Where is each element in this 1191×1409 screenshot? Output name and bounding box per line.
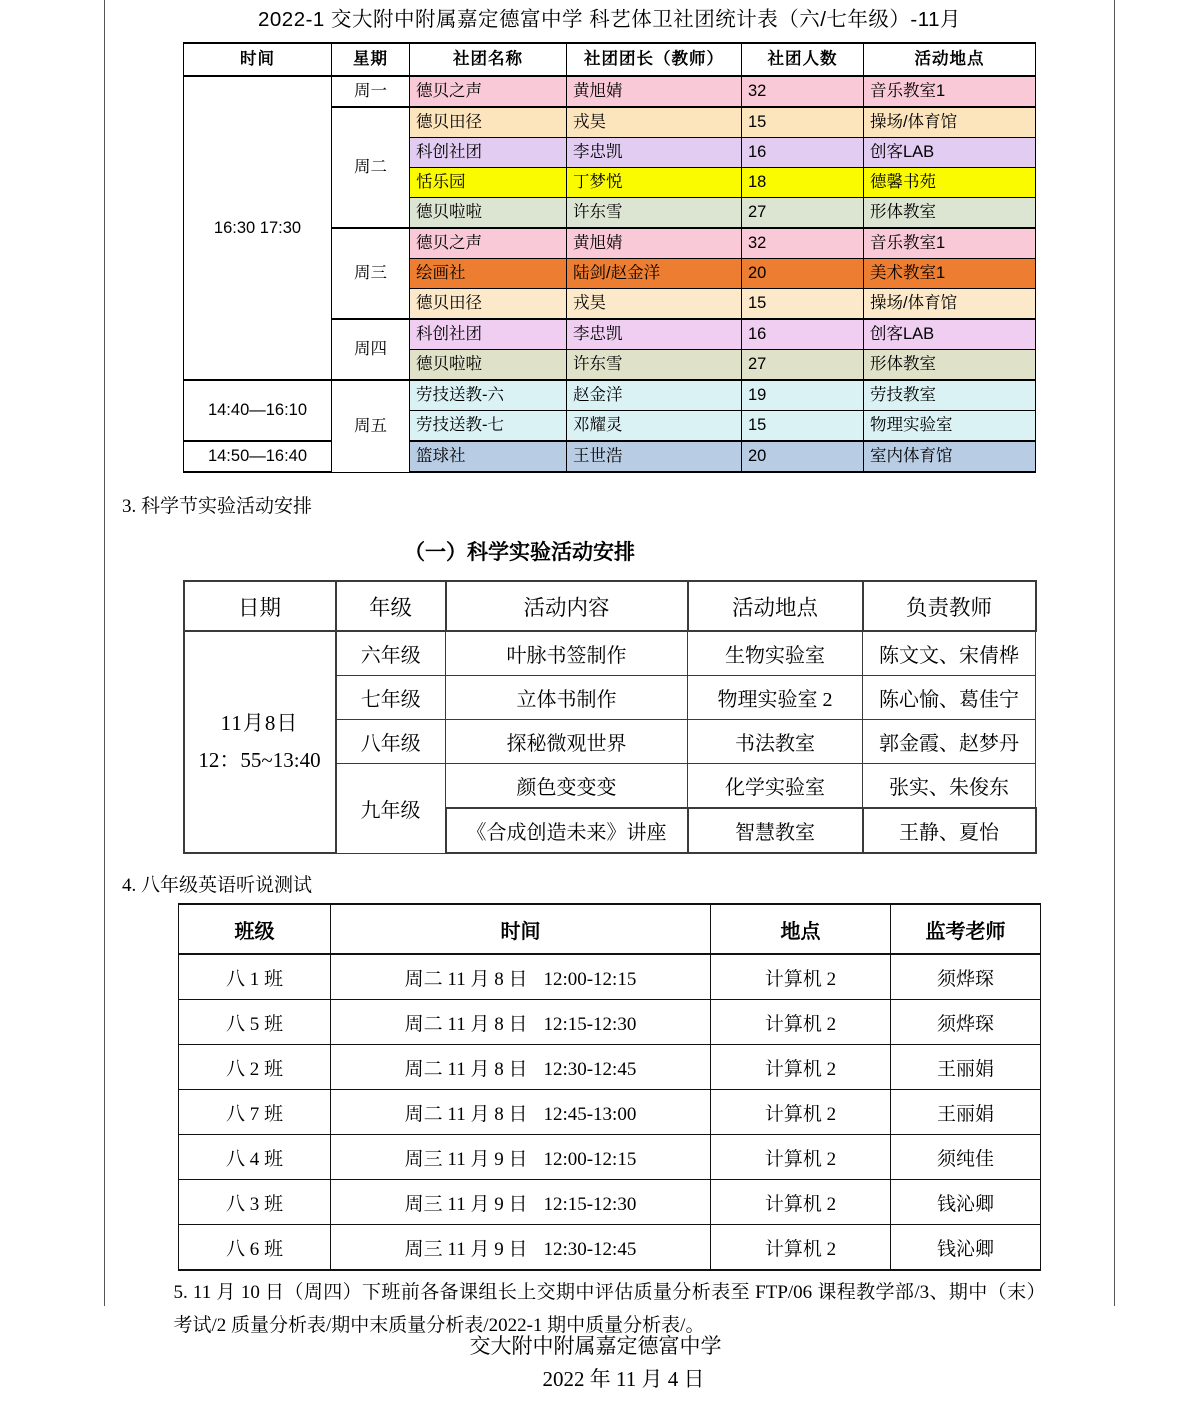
english-header-row [179, 904, 1041, 954]
club-cell-name: 篮球社 [410, 441, 567, 472]
english-cell-place: 计算机 2 [711, 1045, 891, 1090]
english-header-time: 时间 [331, 904, 711, 954]
english-cell-place: 计算机 2 [711, 1180, 891, 1225]
science-cell-date [184, 631, 336, 853]
english-cell-teacher: 须烨琛 [891, 1000, 1041, 1045]
english-header-place: 地点 [711, 904, 891, 954]
science-cell-activity: 颜色变变变 [446, 764, 688, 809]
club-cell-leader: 陆剑/赵金洋 [567, 259, 742, 289]
club-cell-place: 室内体育馆 [864, 441, 1036, 472]
science-cell-place: 书法教室 [688, 720, 863, 764]
english-cell-teacher: 钱沁卿 [891, 1225, 1041, 1271]
english-time-range: 12:00-12:15 [543, 1148, 637, 1170]
english-cell-time [331, 1000, 711, 1045]
english-cell-class: 八 3 班 [179, 1180, 331, 1225]
club-cell-name: 恬乐园 [410, 168, 567, 198]
english-cell-time [331, 954, 711, 1000]
club-cell-count: 27 [742, 350, 864, 381]
club-cell-place: 劳技教室 [864, 380, 1036, 411]
science-cell-teacher: 张实、朱俊东 [863, 764, 1036, 809]
science-cell-place: 物理实验室 2 [688, 676, 863, 720]
club-cell-leader: 邓耀灵 [567, 411, 742, 442]
club-cell-name: 德贝啦啦 [410, 198, 567, 229]
english-cell-class: 八 7 班 [179, 1090, 331, 1135]
english-cell-place: 计算机 2 [711, 1000, 891, 1045]
english-cell-class: 八 1 班 [179, 954, 331, 1000]
club-cell-place: 音乐教室1 [864, 228, 1036, 259]
club-table-body [184, 76, 1036, 472]
english-time-date: 周二 11 月 8 日 [404, 1013, 528, 1035]
english-cell-class: 八 5 班 [179, 1000, 331, 1045]
club-cell-time: 16:30 17:30 [184, 76, 332, 380]
club-cell-leader: 李忠凯 [567, 138, 742, 168]
science-cell-teacher: 王静、夏怡 [863, 808, 1036, 853]
english-time-date: 周三 11 月 9 日 [404, 1148, 528, 1170]
club-cell-leader: 许东雪 [567, 198, 742, 229]
club-table-row [184, 441, 1036, 472]
english-cell-place: 计算机 2 [711, 1225, 891, 1271]
english-header-class: 班级 [179, 904, 331, 954]
club-cell-place: 操场/体育馆 [864, 107, 1036, 138]
club-cell-day: 周一 [332, 76, 410, 107]
document-content [104, 0, 1115, 1342]
club-cell-count: 20 [742, 441, 864, 472]
english-cell-place: 计算机 2 [711, 1090, 891, 1135]
club-cell-place: 音乐教室1 [864, 76, 1036, 107]
club-cell-place: 创客LAB [864, 138, 1036, 168]
club-cell-place: 德馨书苑 [864, 168, 1036, 198]
club-cell-count: 15 [742, 107, 864, 138]
science-cell-teacher: 陈心愉、葛佳宁 [863, 676, 1036, 720]
club-cell-time: 14:40—16:10 [184, 380, 332, 441]
english-table-row [179, 954, 1041, 1000]
club-cell-count: 16 [742, 319, 864, 350]
club-cell-name: 德贝之声 [410, 228, 567, 259]
english-time-date: 周二 11 月 8 日 [404, 1103, 528, 1125]
science-table-body [184, 631, 1036, 853]
science-cell-activity: 探秘微观世界 [446, 720, 688, 764]
science-cell-activity: 叶脉书签制作 [446, 631, 688, 676]
club-cell-day: 周四 [332, 319, 410, 380]
club-cell-name: 科创社团 [410, 138, 567, 168]
club-cell-count: 20 [742, 259, 864, 289]
club-cell-count: 32 [742, 228, 864, 259]
science-cell-grade: 六年级 [336, 631, 446, 676]
english-time-range: 12:30-12:45 [543, 1058, 637, 1080]
club-cell-name: 科创社团 [410, 319, 567, 350]
science-cell-teacher: 郭金霞、赵梦丹 [863, 720, 1036, 764]
english-cell-time [331, 1135, 711, 1180]
science-header-grade: 年级 [336, 581, 446, 631]
club-cell-count: 18 [742, 168, 864, 198]
science-cell-place: 化学实验室 [688, 764, 863, 809]
club-header-name: 社团名称 [410, 43, 567, 76]
club-cell-count: 19 [742, 380, 864, 411]
english-cell-class: 八 2 班 [179, 1045, 331, 1090]
document-footer [0, 1330, 1191, 1395]
club-cell-day: 周五 [332, 380, 410, 472]
science-header-date: 日期 [184, 581, 336, 631]
science-date-day: 11月8日 [220, 711, 299, 736]
english-cell-class: 八 6 班 [179, 1225, 331, 1271]
footer-date: 2022 年 11 月 4 日 [542, 1366, 705, 1391]
club-cell-leader: 戎昊 [567, 107, 742, 138]
english-cell-class: 八 4 班 [179, 1135, 331, 1180]
english-table-row [179, 1135, 1041, 1180]
english-time-date: 周二 11 月 8 日 [404, 1058, 528, 1080]
science-header-activity: 活动内容 [446, 581, 688, 631]
science-cell-grade: 八年级 [336, 720, 446, 764]
science-section-heading: 3. 科学节实验活动安排 [122, 496, 313, 517]
science-cell-activity: 《合成创造未来》讲座 [446, 808, 688, 853]
english-cell-place: 计算机 2 [711, 954, 891, 1000]
science-header-teacher: 负责教师 [863, 581, 1036, 631]
english-time-date: 周三 11 月 9 日 [404, 1193, 528, 1215]
english-cell-teacher: 王丽娟 [891, 1045, 1041, 1090]
footer-organization: 交大附中附属嘉定德富中学 [469, 1334, 722, 1358]
science-date-time: 12：55~13:40 [198, 748, 321, 772]
english-cell-place: 计算机 2 [711, 1135, 891, 1180]
club-table-row [184, 380, 1036, 411]
english-cell-teacher: 钱沁卿 [891, 1180, 1041, 1225]
club-cell-day: 周三 [332, 228, 410, 319]
club-cell-name: 绘画社 [410, 259, 567, 289]
english-table-row [179, 1000, 1041, 1045]
english-cell-teacher: 须烨琛 [891, 954, 1041, 1000]
english-test-table [178, 903, 1041, 1271]
science-cell-teacher: 陈文文、宋倩桦 [863, 631, 1036, 676]
club-cell-leader: 黄旭婧 [567, 76, 742, 107]
english-time-range: 12:30-12:45 [543, 1238, 637, 1260]
club-cell-leader: 丁梦悦 [567, 168, 742, 198]
club-cell-count: 27 [742, 198, 864, 229]
club-cell-count: 15 [742, 289, 864, 320]
club-cell-count: 16 [742, 138, 864, 168]
club-cell-name: 德贝啦啦 [410, 350, 567, 381]
club-cell-name: 德贝田径 [410, 107, 567, 138]
club-cell-leader: 李忠凯 [567, 319, 742, 350]
english-table-row [179, 1090, 1041, 1135]
english-header-teacher: 监考老师 [891, 904, 1041, 954]
club-cell-leader: 戎昊 [567, 289, 742, 320]
science-cell-grade: 九年级 [336, 764, 446, 854]
english-time-range: 12:15-12:30 [543, 1193, 637, 1215]
club-header-place: 活动地点 [864, 43, 1036, 76]
club-cell-time: 14:50—16:40 [184, 441, 332, 472]
english-cell-time [331, 1090, 711, 1135]
science-header-place: 活动地点 [688, 581, 863, 631]
english-cell-time [331, 1180, 711, 1225]
club-statistics-table [183, 42, 1036, 473]
science-cell-place: 生物实验室 [688, 631, 863, 676]
closing-note: 5. 11 月 10 日（周四）下班前各备课组长上交期中评估质量分析表至 FTP/06 课程教学部/3、期中（末）考试/2 质量分析表/期中末质量分析表/2022-1 期中质量分析表/。 [173, 1282, 1046, 1336]
science-cell-place: 智慧教室 [688, 808, 863, 853]
science-cell-grade: 七年级 [336, 676, 446, 720]
science-section-subheading: （一）科学实验活动安排 [404, 540, 635, 564]
club-cell-leader: 赵金洋 [567, 380, 742, 411]
science-table-row [184, 631, 1036, 676]
english-cell-time [331, 1045, 711, 1090]
club-table-header-row [184, 43, 1036, 76]
english-cell-teacher: 王丽娟 [891, 1090, 1041, 1135]
english-cell-teacher: 须纯佳 [891, 1135, 1041, 1180]
club-cell-place: 物理实验室 [864, 411, 1036, 442]
english-time-date: 周二 11 月 8 日 [404, 968, 528, 990]
english-table-body [179, 954, 1041, 1270]
club-header-count: 社团人数 [742, 43, 864, 76]
english-section-heading: 4. 八年级英语听说测试 [122, 875, 313, 896]
club-cell-place: 操场/体育馆 [864, 289, 1036, 320]
english-time-range: 12:00-12:15 [543, 968, 637, 990]
club-header-time: 时间 [184, 43, 332, 76]
science-header-row [184, 581, 1036, 631]
club-cell-count: 15 [742, 411, 864, 442]
club-cell-leader: 王世浩 [567, 441, 742, 472]
club-cell-place: 形体教室 [864, 350, 1036, 381]
english-time-range: 12:45-13:00 [543, 1103, 637, 1125]
club-table-title: 2022-1 交大附中附属嘉定德富中学 科艺体卫社团统计表（六/七年级）-11月 [257, 8, 962, 31]
english-table-row [179, 1225, 1041, 1271]
club-cell-name: 劳技送教-六 [410, 380, 567, 411]
english-cell-time [331, 1225, 711, 1271]
club-cell-name: 德贝之声 [410, 76, 567, 107]
club-cell-count: 32 [742, 76, 864, 107]
english-table-row [179, 1045, 1041, 1090]
club-cell-leader: 黄旭婧 [567, 228, 742, 259]
english-time-range: 12:15-12:30 [543, 1013, 637, 1035]
english-table-row [179, 1180, 1041, 1225]
club-header-day: 星期 [332, 43, 410, 76]
club-cell-place: 美术教室1 [864, 259, 1036, 289]
club-header-leader: 社团团长（教师） [567, 43, 742, 76]
english-time-date: 周三 11 月 9 日 [404, 1238, 528, 1260]
club-cell-place: 形体教室 [864, 198, 1036, 229]
club-cell-name: 德贝田径 [410, 289, 567, 320]
science-activity-table [183, 580, 1037, 854]
club-table-row [184, 76, 1036, 107]
club-cell-name: 劳技送教-七 [410, 411, 567, 442]
club-cell-leader: 许东雪 [567, 350, 742, 381]
club-cell-place: 创客LAB [864, 319, 1036, 350]
club-cell-day: 周二 [332, 107, 410, 228]
science-cell-activity: 立体书制作 [446, 676, 688, 720]
